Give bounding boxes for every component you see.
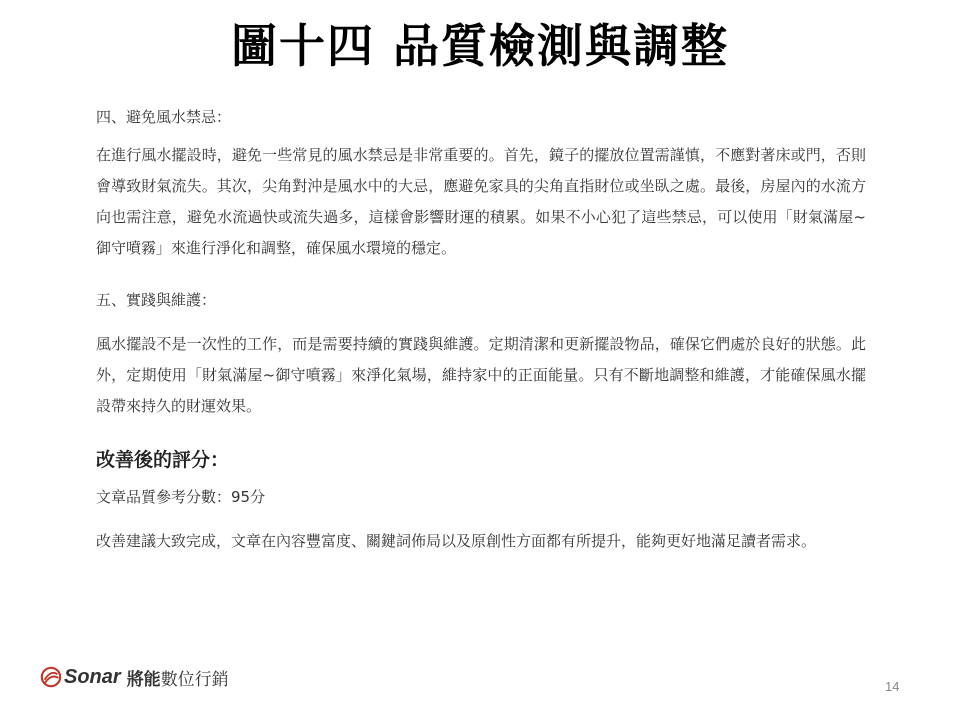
section5-paragraph: 風水擺設不是一次性的工作，而是需要持續的實踐與維護。定期清潔和更新擺設物品，確保它們處於良好的狀態。此外，定期使用「財氣滿屋~御守噴霧」來淨化氣場，維持家中的正面能量。只有不斷地調整和維護，才能確保風水擺設帶來持久的財運效果。 — [96, 335, 866, 415]
section4-heading: 四、避免風水禁忌： — [96, 108, 232, 126]
logo-company-bold: 將能 — [126, 669, 161, 690]
footer-logo — [40, 664, 229, 690]
logo-brand: Sonar — [64, 665, 121, 688]
section5-heading: 五、實踐與維護： — [96, 291, 217, 309]
page-number: 14 — [885, 679, 900, 694]
closing-paragraph: 改善建議大致完成，文章在內容豐富度、關鍵詞佈局以及原創性方面都有所提升，能夠更好地滿足讀者需求。 — [96, 532, 817, 550]
logo-company-rest: 數位行銷 — [160, 669, 229, 690]
article-screenshot — [96, 106, 866, 557]
score-line: 文章品質參考分數：95分 — [96, 488, 266, 506]
score-heading: 改善後的評分： — [96, 449, 230, 471]
section4-paragraph: 在進行風水擺設時，避免一些常見的風水禁忌是非常重要的。首先，鏡子的擺放位置需謹慎，不應對著床或門，否則會導致財氣流失。其次，尖角對沖是風水中的大忌，應避免家具的尖角直指財位或坐臥之處。最後，房屋內的水流方向也需注意，避免水流過快或流失過多，這樣會影響財運的積累。如果不小心犯了這些禁忌，可以使用「財氣滿屋~御守噴霧」來進行淨化和調整，確保風水環境的穩定。 — [96, 146, 866, 257]
sonar-swirl-icon — [40, 666, 62, 688]
slide-title: 圖十四 品質檢測與調整 — [230, 19, 729, 73]
